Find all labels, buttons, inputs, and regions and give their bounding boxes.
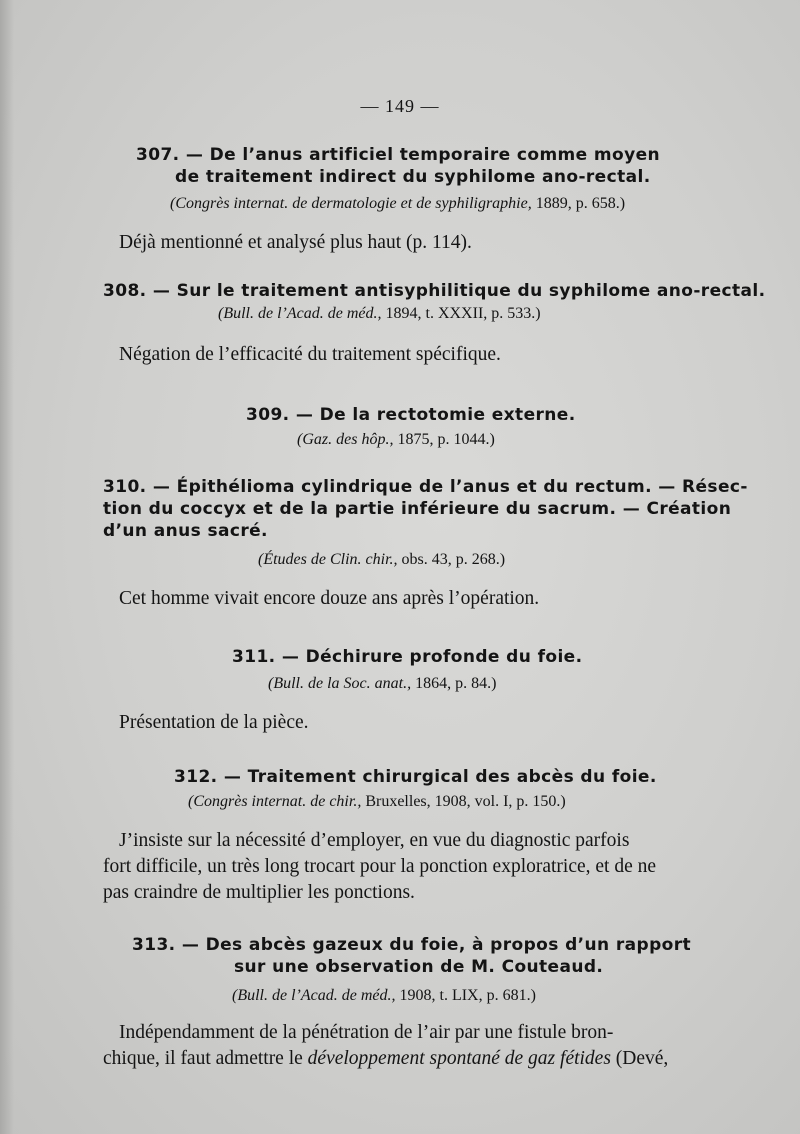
- reference-details: 1894, t. XXXII, p. 533.): [381, 305, 541, 322]
- entry-heading-line: tion du coccyx et de la partie inférieure du sacrum. — Création: [103, 499, 732, 519]
- entry-reference: [170, 194, 625, 214]
- entry-body: Déjà mentionné et analysé plus haut (p. 114).: [119, 232, 472, 253]
- entry-reference: [258, 550, 505, 570]
- entry-heading-line: 311. — Déchirure profonde du foie.: [232, 647, 583, 667]
- entry-heading-line: 313. — Des abcès gazeux du foie, à propos d’un rapport: [132, 935, 692, 955]
- reference-source: (Bull. de l’Acad. de méd.,: [218, 305, 382, 322]
- reference-source: (Études de Clin. chir.,: [258, 551, 398, 568]
- entry-body-line: J’insiste sur la nécessité d’employer, en vue du diagnostic parfois: [119, 830, 630, 851]
- entry-reference: [218, 304, 541, 324]
- entry-heading-line: sur une observation de M. Couteaud.: [234, 957, 604, 977]
- entry-reference: [297, 430, 495, 450]
- entry-heading-line: 307. — De l’anus artificiel temporaire comme moyen: [136, 145, 661, 165]
- entry-heading-line: 312. — Traitement chirurgical des abcès du foie.: [174, 767, 657, 787]
- entry-body-line: [103, 1046, 668, 1072]
- body-emphasis: développement spontané de gaz fétides: [307, 1048, 611, 1069]
- entry-body-line: Indépendamment de la pénétration de l’air par une fistule bron-: [119, 1022, 614, 1043]
- entry-reference: [232, 986, 536, 1006]
- reference-details: Bruxelles, 1908, vol. I, p. 150.): [361, 793, 566, 810]
- reference-source: (Bull. de l’Acad. de méd.,: [232, 987, 396, 1004]
- entry-body-line: fort difficile, un très long trocart pour la ponction exploratrice, et de ne: [103, 856, 657, 877]
- entry-body: Cet homme vivait encore douze ans après l’opération.: [119, 588, 540, 609]
- reference-source: (Gaz. des hôp.,: [297, 431, 394, 448]
- entry-heading-line: 308. — Sur le traitement antisyphilitique du syphilome ano-rectal.: [103, 281, 766, 301]
- reference-source: (Congrès internat. de chir.,: [188, 793, 362, 810]
- page-edge-shadow: [0, 0, 14, 1134]
- entry-heading-line: 309. — De la rectotomie externe.: [246, 405, 576, 425]
- page-number: — 149 —: [360, 96, 440, 116]
- body-text: chique, il faut admettre le: [103, 1048, 308, 1069]
- entry-body: Négation de l’efficacité du traitement spécifique.: [119, 344, 501, 365]
- reference-details: obs. 43, p. 268.): [397, 551, 506, 568]
- entry-reference: [268, 674, 496, 694]
- reference-details: 1875, p. 1044.): [393, 431, 495, 448]
- entry-body: Présentation de la pièce.: [119, 712, 309, 733]
- entry-reference: [188, 792, 566, 812]
- reference-source: (Bull. de la Soc. anat.,: [268, 675, 412, 692]
- reference-details: 1908, t. LIX, p. 681.): [395, 987, 536, 1004]
- reference-details: 1864, p. 84.): [411, 675, 497, 692]
- reference-source: (Congrès internat. de dermatologie et de syphiligraphie,: [170, 195, 532, 212]
- entry-heading-line: 310. — Épithélioma cylindrique de l’anus et du rectum. — Résec-: [103, 477, 748, 497]
- entry-heading-line: de traitement indirect du syphilome ano-rectal.: [175, 167, 651, 187]
- reference-details: 1889, p. 658.): [531, 195, 626, 212]
- body-text: (Devé,: [610, 1048, 669, 1069]
- entry-heading-line: d’un anus sacré.: [103, 521, 268, 541]
- entry-body-line: pas craindre de multiplier les ponctions.: [103, 882, 415, 903]
